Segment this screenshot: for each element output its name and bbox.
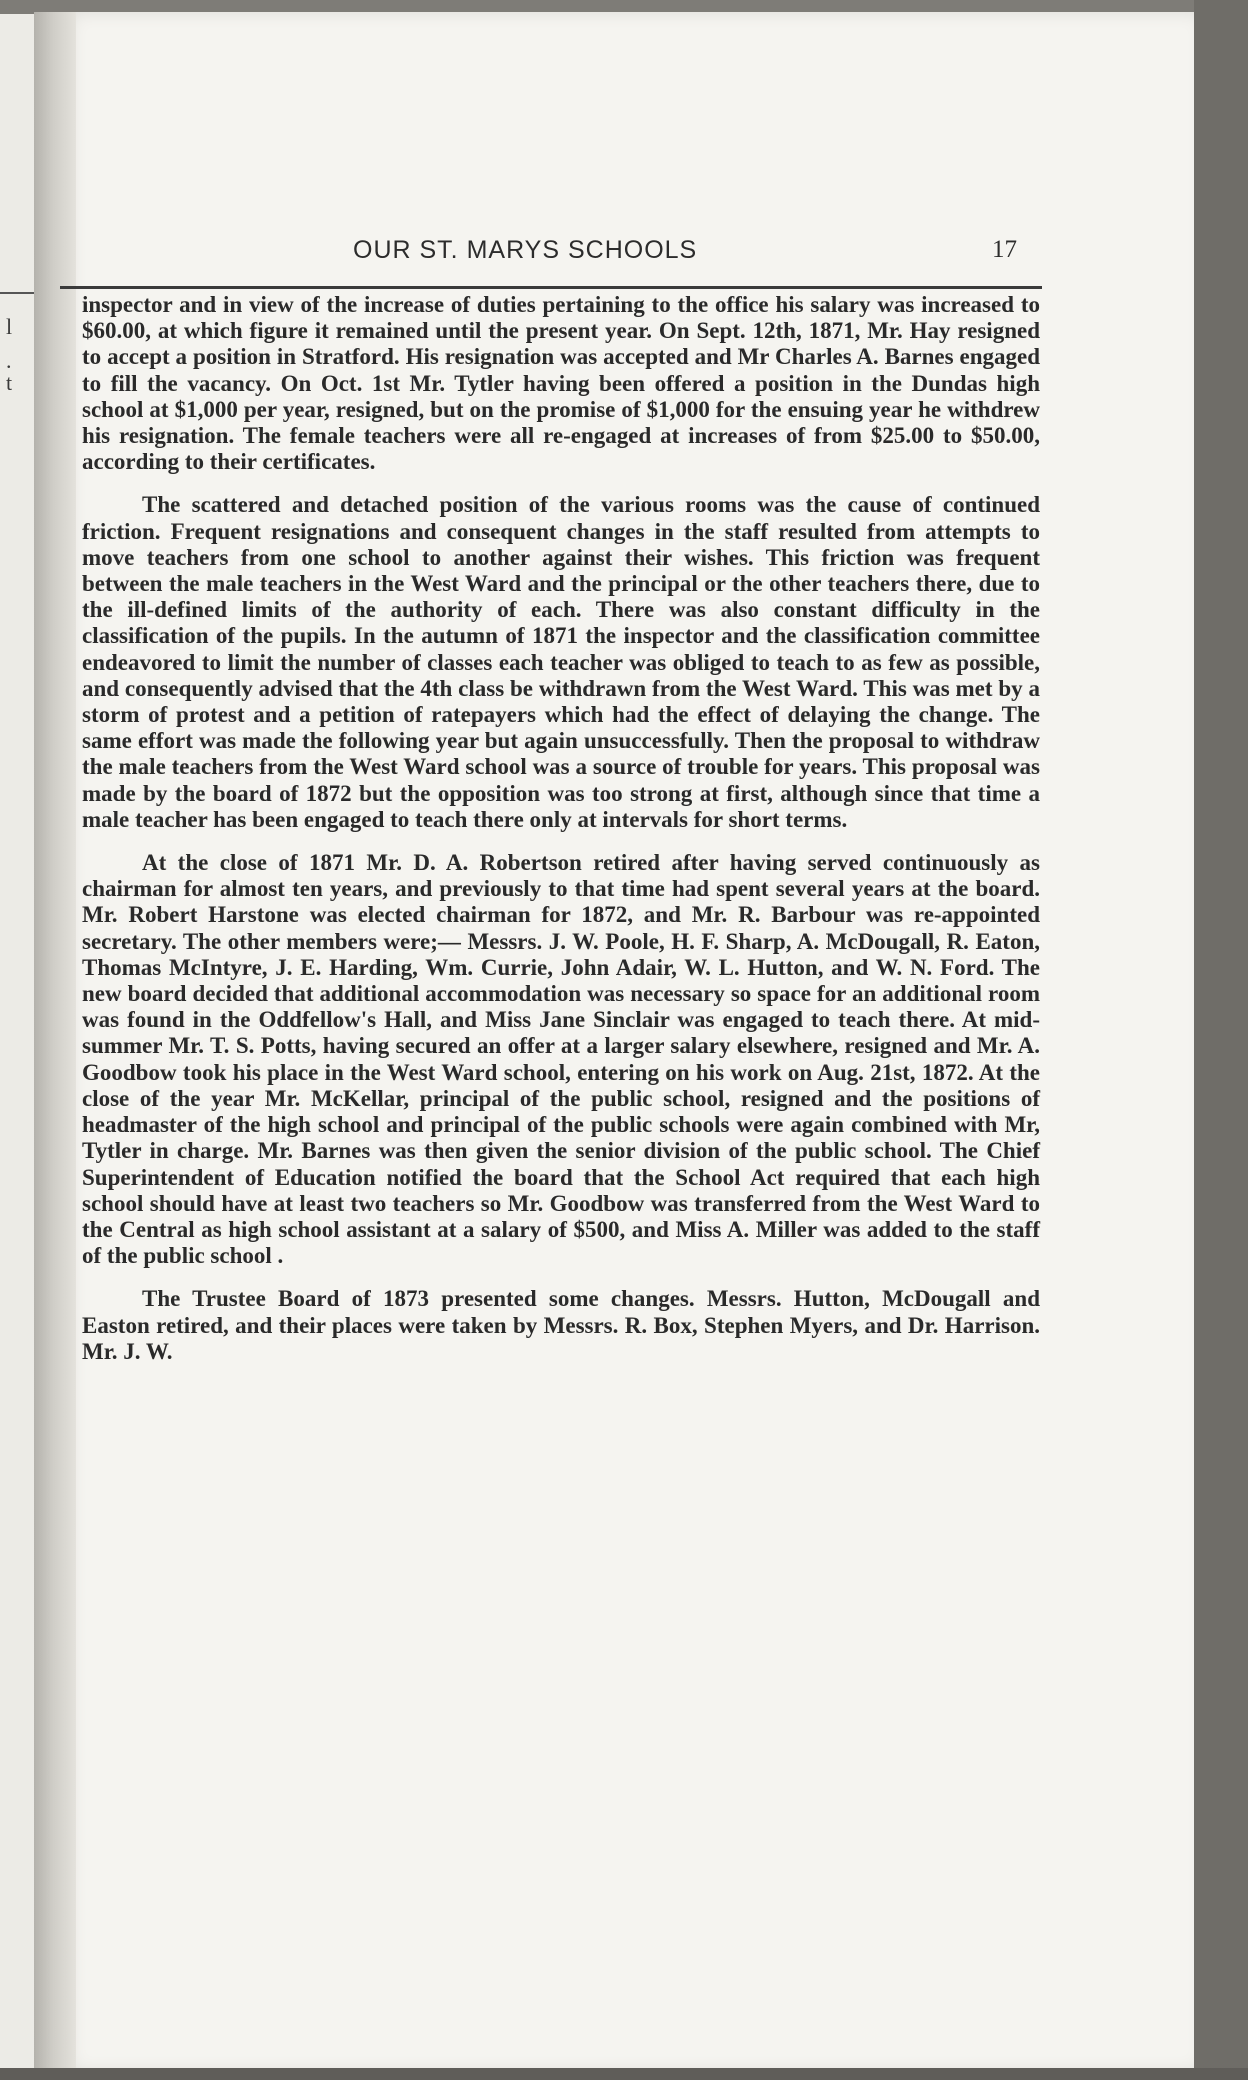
header-rule (60, 286, 1042, 289)
running-head (60, 228, 1050, 278)
adjacent-page-fragment: t (6, 370, 13, 395)
binding-gutter (34, 12, 76, 2080)
paragraph: At the close of 1871 Mr. D. A. Robertson retired after having served continuously as chairman for almost ten years, and previously to that time had spent several years at the board. Mr. Robert Harstone was elected chairman for 1872, and Mr. R. Barbour was re-appointed secretary. The other members were;— Messrs. J. W. Poole, H. F. Sharp, A. McDougall, R. Eaton, Thomas McIntyre, J. E. Harding, Wm. Currie, John Adair, W. L. Hutton, and W. N. Ford. The new board decided that additional accommodation was necessary so space for an additional room was found in the Oddfellow's Hall, and Miss Jane Sinclair was engaged to teach there. At mid-summer Mr. T. S. Potts, having secured an offer at a larger salary elsewhere, resigned and Mr. A. Goodbow took his place in the West Ward school, entering on his work on Aug. 21st, 1872. At the close of the year Mr. McKellar, principal of the public school, resigned and the positions of headmaster of the high school and principal of the public schools were again combined with Mr, Tytler in charge. Mr. Barnes was then given the senior division of the public school. The Chief Superintendent of Education notified the board that the School Act required that each high school should have at least two teachers so Mr. Goodbow was transferred from the West Ward to the Central as high school assistant at a salary of $500, and Miss A. Miller was added to the staff of the public school . (82, 850, 1040, 1269)
paragraph: The Trustee Board of 1873 presented some changes. Messrs. Hutton, McDougall and Easton retired, and their places were taken by Messrs. R. Box, Stephen Myers, and Dr. Harrison. Mr. J. W. (82, 1286, 1040, 1364)
paragraph: inspector and in view of the increase of duties pertaining to the office his salary was increased to $60.00, at which figure it remained until the present year. On Sept. 12th, 1871, Mr. Hay resigned to accept a position in Stratford. His resignation was accepted and Mr Charles A. Barnes engaged to fill the vacancy. On Oct. 1st Mr. Tytler having been offered a position in the Dundas high school at $1,000 per year, resigned, but on the promise of $1,000 for the ensuing year he withdrew his resignation. The female teachers were all re-engaged at increases of from $25.00 to $50.00, according to their certificates. (82, 292, 1040, 475)
running-title: OUR ST. MARYS SCHOOLS (353, 236, 698, 264)
adjacent-page-fragment: . (6, 348, 12, 373)
scan-background-right (1194, 0, 1248, 2080)
adjacent-page-edge (0, 14, 36, 2074)
paragraph: The scattered and detached position of the various rooms was the cause of continued friction. Frequent resignations and consequent changes in the staff resulted from attempts to move teachers from one school to another against their wishes. This friction was frequent between the male teachers in the West Ward and the principal or the other teachers there, due to the ill-defined limits of the authority of each. There was also constant difficulty in the classification of the pupils. In the autumn of 1871 the inspector and the classification committee endeavored to limit the number of classes each teacher was obliged to teach to as few as possible, and consequently advised that the 4th class be withdrawn from the West Ward. This was met by a storm of protest and a petition of ratepayers which had the effect of delaying the change. The same effort was made the following year but again unsuccessfully. Then the proposal to withdraw the male teachers from the West Ward school was a source of trouble for years. This proposal was made by the board of 1872 but the opposition was too strong at first, although since that time a male teacher has been engaged to teach there only at intervals for short terms. (82, 492, 1040, 832)
adjacent-page-fragment: l (6, 314, 13, 339)
adjacent-page-rule (0, 292, 34, 294)
scan-background-bottom (0, 2068, 1248, 2080)
page-number: 17 (992, 236, 1017, 263)
body-text (82, 292, 1040, 1365)
